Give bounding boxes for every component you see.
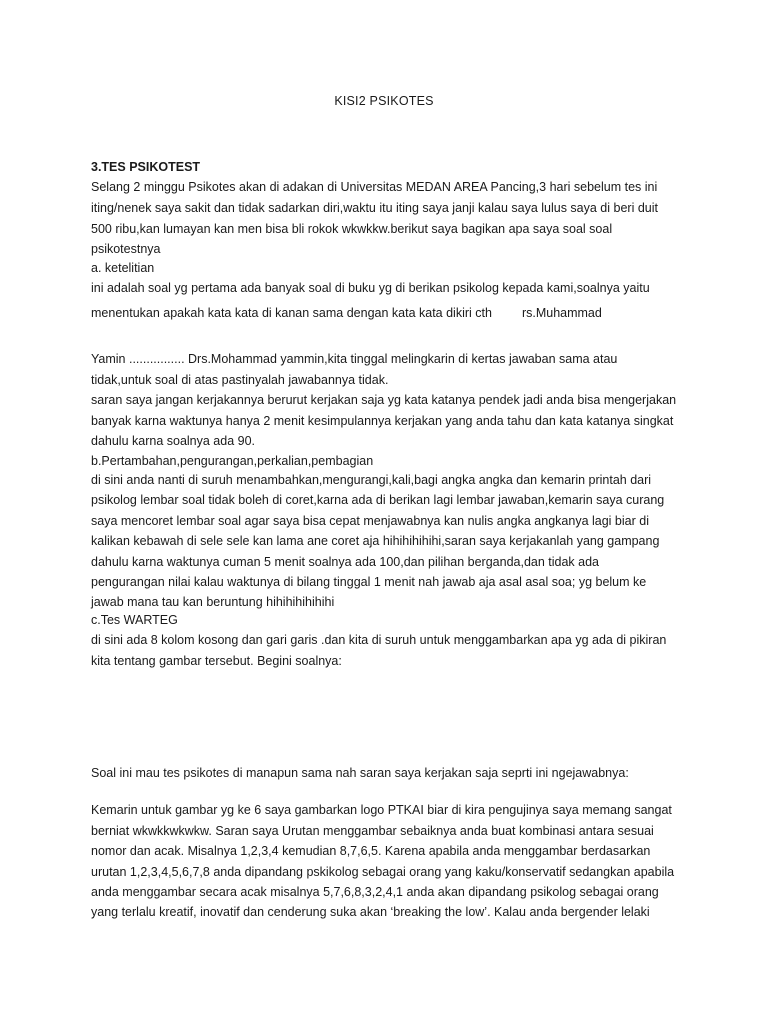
paragraph-line: yang terlalu kreatif, inovatif dan cenderung suka akan ‘breaking the low’. Kalau anda bergender lelaki [91, 905, 650, 919]
paragraph-line: dahulu karna waktunya cuman 5 menit soalnya ada 100,dan pilihan berganda,dan tidak ada [91, 555, 600, 569]
paragraph-line: Yamin ................ Drs.Mohammad yammin,kita tinggal melingkarin di kertas jawaban sama atau [91, 352, 618, 366]
document-title: KISI2 PSIKOTES [334, 94, 434, 108]
paragraph-line: psikolog lembar soal tidak boleh di coret,karna ada di berikan lagi lembar jawaban,kemarin saya curang [91, 493, 665, 507]
paragraph-line: 500 ribu,kan lumayan kan men bisa bli rokok wkwkkw.berikut saya bagikan apa saya soal soal [91, 222, 613, 236]
paragraph-line: pengurangan nilai kalau waktunya di bilang tinggal 1 menit nah jawab aja asal asal soa; yg belum ke [91, 575, 647, 589]
section-heading: 3.TES PSIKOTEST [91, 160, 201, 174]
paragraph-line: kalikan kebawah di sele sele kan lama ane coret aja hihihihihihi,saran saya kerjakanlah yang gampang [91, 534, 660, 548]
subsection-heading-a: a. ketelitian [91, 261, 155, 275]
paragraph-line: ini adalah soal yg pertama ada banyak soal di buku yg di berikan psikolog kepada kami,soalnya yaitu [91, 281, 650, 295]
paragraph-line: tidak,untuk soal di atas pastinyalah jawabannya tidak. [91, 373, 389, 387]
paragraph-line: nomor dan acak. Misalnya 1,2,3,4 kemudian 8,7,6,5. Karena apabila anda menggambar berdasarkan [91, 844, 651, 858]
paragraph-line: berniat wkwkkwkwkw. Saran saya Urutan menggambar sebaiknya anda buat kombinasi antara sesuai [91, 824, 654, 838]
paragraph-line: banyak karna waktunya hanya 2 menit kesimpulannya kerjakan yang anda tahu dan kata katanya singkat [91, 414, 674, 428]
paragraph-line: Kemarin untuk gambar yg ke 6 saya gambarkan logo PTKAI biar di kira pengujinya saya memang sangat [91, 803, 672, 817]
paragraph-line: urutan 1,2,3,4,5,6,7,8 anda dipandang pskikolog sebagai orang yang kaku/konservatif sedangkan apabila [91, 865, 675, 879]
paragraph-line: saya mencoret lembar soal agar saya bisa cepat menjawabnya kan nulis angka angkanya lagi biar di [91, 514, 649, 528]
subsection-heading-c: c.Tes WARTEG [91, 613, 178, 627]
paragraph-line-with-example [91, 305, 602, 321]
paragraph-line: psikotestnya [91, 242, 161, 256]
paragraph-line: Selang 2 minggu Psikotes akan di adakan di Universitas MEDAN AREA Pancing,3 hari sebelum tes ini [91, 180, 658, 194]
paragraph-line: di sini ada 8 kolom kosong dan gari garis .dan kita di suruh untuk menggambarkan apa yg ada di pikiran [91, 633, 667, 647]
paragraph-line: iting/nenek saya sakit dan tidak sadarkan diri,waktu itu iting saya janji kalau saya lulus saya di beri duit [91, 201, 658, 215]
subsection-heading-b: b.Pertambahan,pengurangan,perkalian,pembagian [91, 454, 374, 468]
paragraph-line: Soal ini mau tes psikotes di manapun sama nah saran saya kerjakan saja seprti ini ngejawabnya: [91, 766, 629, 780]
example-text-right: rs.Muhammad [521, 306, 602, 320]
paragraph-line: di sini anda nanti di suruh menambahkan,mengurangi,kali,bagi angka angka dan kemarin printah dari [91, 473, 652, 487]
example-text-left: menentukan apakah kata kata di kanan sama dengan kata kata dikiri cth [91, 306, 492, 320]
paragraph-line: jawab mana tau kan beruntung hihihihihihihi [91, 595, 335, 609]
paragraph-line: saran saya jangan kerjakannya berurut kerjakan saja yg kata katanya pendek jadi anda bisa mengerjakan [91, 393, 677, 407]
paragraph-line: dahulu karna soalnya ada 90. [91, 434, 256, 448]
paragraph-line: anda menggambar secara acak misalnya 5,7,6,8,3,2,4,1 anda akan dipandang psikolog sebagai orang [91, 885, 659, 899]
paragraph-line: kita tentang gambar tersebut. Begini soalnya: [91, 654, 342, 668]
